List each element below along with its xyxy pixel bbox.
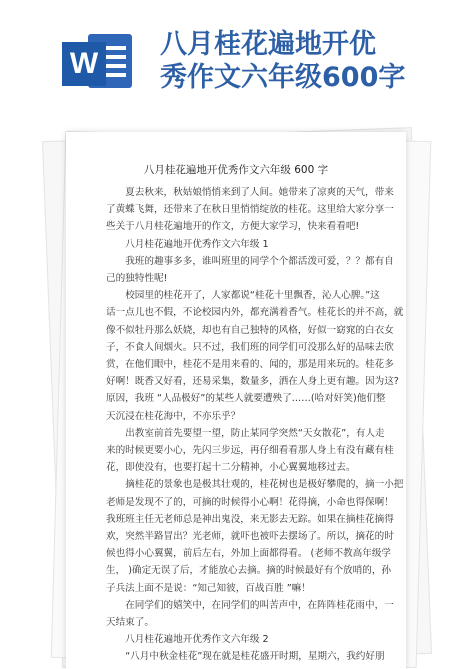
paragraph-line: 摘桂花的景象也是极其壮观的，桂花树也是极好攀爬的，摘一小把 [125,479,404,491]
paragraph-line: 校园里的桂花开了，人家都说“桂花十里飘香，沁人心脾。”这 [125,290,380,302]
paragraph-line: 出教室前首先要望一望，防止某同学突然“天女散花”，有人走 [125,427,385,439]
section-heading: 八月桂花遍地开优秀作文六年级 2 [125,634,269,646]
paragraph-line: “八月中秋金桂花”现在就是桂花盛开时期，星期六，我约好朋 [125,651,385,663]
paragraph-line: 子兵法上面不是说：“知己知彼，百战百胜 ”嘛！ [106,582,311,594]
paragraph-line: 来的时候更要小心，先闪三步远，再仔细看看那人身上有没有藏有桂 [106,445,394,457]
paragraph-line: 欢，突然半路冒出？光老师，就吓也被吓去摆场了。所以，摘花的时 [106,531,394,543]
paragraph-line: 候也得小心翼翼，前后左右，外加上面都得看。 (老师不教高年级学 [106,548,392,560]
document-page [66,132,406,669]
section-heading: 八月桂花遍地开优秀作文六年级 1 [125,238,269,250]
paragraph-line: 话一点儿也不假，不论校园内外，都充满着香气。桂花长的并不高，就 [106,307,404,319]
paragraph-line: 我班班主任无老师总是神出鬼没，来无影去无踪。如果在摘桂花摘得 [106,513,394,525]
word-document-icon [62,28,134,94]
paragraph-line: 了黄蝶飞舞，还带来了在秋日里悄悄绽放的桂花。这里给大家分享一 [106,204,394,216]
paragraph-line: 天沉浸在桂花海中，不亦乐乎？ [106,410,241,422]
banner [0,0,474,118]
paragraph-line: 老师是发现不了的，可摘的时候得小心啊！花得摘，小命也得保啊！ [106,496,394,508]
paragraph-line: 我班的趣事多多，谁叫班里的同学个个都活泼可爱，？？都有自 [125,255,394,267]
document-heading: 八月桂花遍地开优秀作文六年级 600 字 [143,164,329,176]
paragraph-line: 子，不食人间烟火。只不过，我们班的同学们可没那么好的品味去欣 [106,341,394,353]
paragraph-line: 像不似牡丹那么妖娆，却也有自己独特的风格，好似一窈窕的白衣女 [106,324,394,336]
paragraph-line: 在同学们的嬉笑中，在同学们的叫苦声中，在阵阵桂花雨中，一 [125,599,394,611]
document-body [106,184,404,666]
paragraph-line: 原因，我班 “人品极好”的某些人就要遭殃了……(哈对奸笑)他们整 [106,393,386,405]
banner-title-line-2: 秀作文六年级600字 [160,62,406,93]
word-icon-letter: W [62,42,106,86]
paragraph-line: 夏去秋来，秋姑娘悄悄来到了人间。她带来了凉爽的天气，带来 [125,187,394,198]
banner-title-line-1: 八月桂花遍地开优 [160,29,376,60]
paragraph-line: 生， )确定无误了后，才能放心去摘。摘的时候最好有个放哨的，孙 [106,565,392,577]
paragraph-line: 赏，在他们眼中，桂花不是用来看的、闻的，那是用来玩的。桂花多 [106,359,394,371]
paragraph-line: 己的独特性呢! [106,273,168,285]
paragraph-line: 好啊！既香又好看，还易采集，数量多，洒在人身上更有趣。因为这? [106,376,399,388]
paragraph-line: 天结束了。 [106,617,154,629]
paragraph-line: 些关于八月桂花遍地开的作文，方便大家学习，快来看看吧! [106,221,360,233]
paragraph-line: 花，即使没有，也要打起十二分精神，小心翼翼地移过去。 [106,462,356,474]
